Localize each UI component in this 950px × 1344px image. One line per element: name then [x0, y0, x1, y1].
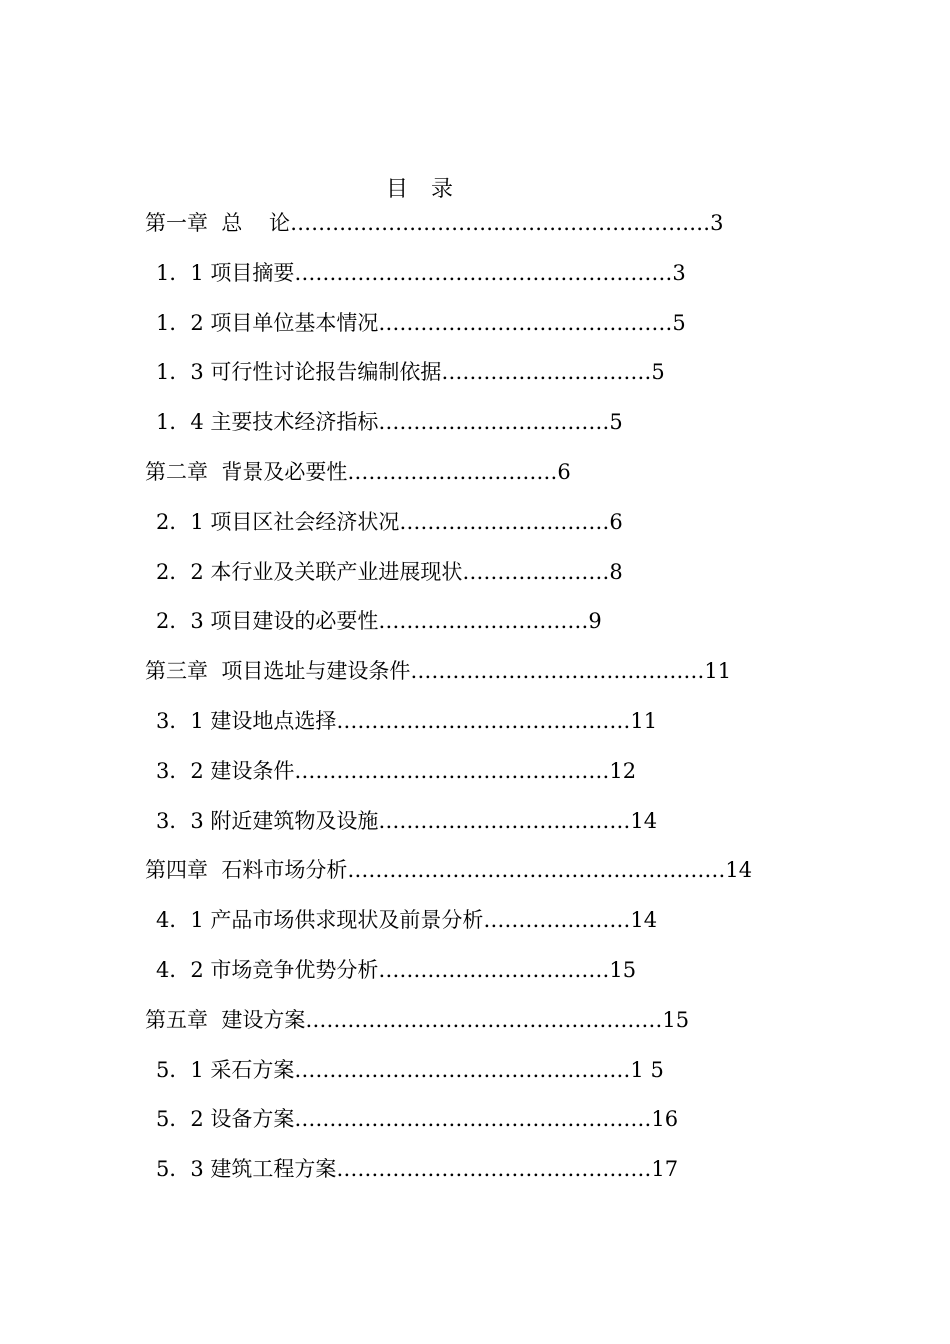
toc-page-number: 14 — [630, 908, 658, 933]
toc-leader-dots: …………………………… — [378, 958, 610, 982]
toc-leader-dots: ………………………… — [347, 460, 558, 484]
toc-entry-text: 1．4 主要技术经济指标 — [156, 410, 379, 435]
toc-entry-text: 第四章 石料市场分析 — [145, 858, 348, 883]
toc-section-entry — [156, 552, 623, 592]
toc-section-entry — [156, 1099, 678, 1139]
toc-entry-text: 1．1 项目摘要 — [156, 260, 295, 285]
toc-page-number: 16 — [651, 1107, 679, 1132]
toc-page-number: 3 — [710, 211, 724, 235]
toc-section-entry — [156, 950, 636, 990]
toc-leader-dots: ……………………………………… — [336, 1157, 652, 1182]
toc-leader-dots: ………………………… — [378, 609, 589, 634]
toc-section-entry — [156, 601, 602, 641]
toc-page-number: 8 — [609, 559, 623, 584]
toc-section-entry — [156, 352, 665, 392]
toc-leader-dots: …………………………………… — [336, 709, 631, 733]
toc-section-entry — [156, 751, 636, 791]
toc-section-entry — [156, 402, 623, 442]
toc-entry-text: 2．3 项目建设的必要性 — [156, 609, 379, 634]
toc-leader-dots: …………………………………… — [378, 310, 673, 335]
toc-section-entry — [156, 1050, 664, 1090]
toc-entry-text: 5．2 设备方案 — [156, 1107, 295, 1132]
toc-chapter-entry — [145, 651, 731, 691]
toc-leader-dots: ………………… — [462, 559, 610, 584]
toc-entry-text: 5．3 建筑工程方案 — [156, 1157, 337, 1182]
toc-section-entry — [156, 1149, 678, 1189]
toc-entry-text: 第一章 总 论 — [145, 211, 291, 235]
toc-leader-dots: …………………………… — [378, 410, 610, 435]
toc-section-entry — [156, 253, 686, 293]
toc-chapter-entry — [145, 850, 752, 890]
toc-section-entry — [156, 303, 686, 343]
toc-entry-text: 2．2 本行业及关联产业进展现状 — [156, 559, 463, 584]
toc-entry-text: 第三章 项目选址与建设条件 — [145, 659, 411, 684]
toc-chapter-entry — [145, 1000, 689, 1040]
toc-page-number: 15 — [662, 1007, 690, 1032]
toc-entry-text: 1．2 项目单位基本情况 — [156, 310, 379, 335]
toc-page-number: 11 — [704, 659, 732, 684]
toc-page-number: 17 — [651, 1157, 679, 1182]
toc-leader-dots: …………………………………… — [410, 659, 705, 684]
toc-page-number: 12 — [609, 758, 637, 783]
toc-page-number: 14 — [630, 808, 658, 833]
toc-chapter-entry — [145, 203, 723, 243]
toc-entry-text: 3．3 附近建筑物及设施 — [156, 808, 379, 833]
toc-section-entry — [156, 900, 657, 940]
toc-leader-dots: ……………………………… — [378, 808, 631, 833]
toc-entry-text: 第五章 建设方案 — [145, 1007, 306, 1032]
toc-leader-dots: ……………………………………… — [294, 758, 610, 783]
toc-entry-text: 3．1 建设地点选择 — [156, 709, 337, 733]
toc-page-number: 14 — [725, 858, 753, 883]
toc-entry-text: 4．1 产品市场供求现状及前景分析 — [156, 908, 484, 933]
toc-page-number: 15 — [609, 958, 637, 982]
toc-section-entry — [156, 701, 657, 741]
toc-leader-dots: ………………… — [483, 908, 631, 933]
toc-page-number: 11 — [630, 709, 658, 733]
toc-page-number: 6 — [557, 460, 571, 484]
toc-page-number: 5 — [651, 360, 665, 385]
toc-section-entry — [156, 801, 657, 841]
toc-title: 目 录 — [386, 177, 461, 202]
toc-leader-dots: …………………………………………… — [305, 1007, 663, 1032]
toc-leader-dots: ……………………………………………… — [294, 260, 673, 285]
toc-page-number: 9 — [588, 609, 602, 634]
toc-section-entry — [156, 502, 623, 542]
toc-leader-dots: ………………………… — [441, 360, 652, 385]
toc-leader-dots: ……………………………………………… — [347, 858, 726, 883]
toc-entry-text: 5．1 采石方案 — [156, 1057, 295, 1082]
toc-page-number: 1 5 — [630, 1057, 664, 1082]
toc-entry-text: 4．2 市场竞争优势分析 — [156, 958, 379, 982]
toc-leader-dots: ………………………………………… — [294, 1057, 631, 1082]
toc-entry-text: 第二章 背景及必要性 — [145, 460, 348, 484]
toc-page-number: 5 — [609, 410, 623, 435]
toc-entry-text: 2．1 项目区社会经济状况 — [156, 509, 400, 534]
toc-leader-dots: …………………………………………………… — [290, 211, 711, 235]
toc-leader-dots: ………………………… — [399, 509, 610, 534]
toc-leader-dots: …………………………………………… — [294, 1107, 652, 1132]
toc-entry-text: 1．3 可行性讨论报告编制依据 — [156, 360, 442, 385]
toc-page-number: 5 — [672, 310, 686, 335]
toc-page-number: 6 — [609, 509, 623, 534]
toc-chapter-entry — [145, 452, 571, 492]
toc-page-number: 3 — [672, 260, 686, 285]
toc-entry-text: 3．2 建设条件 — [156, 758, 295, 783]
